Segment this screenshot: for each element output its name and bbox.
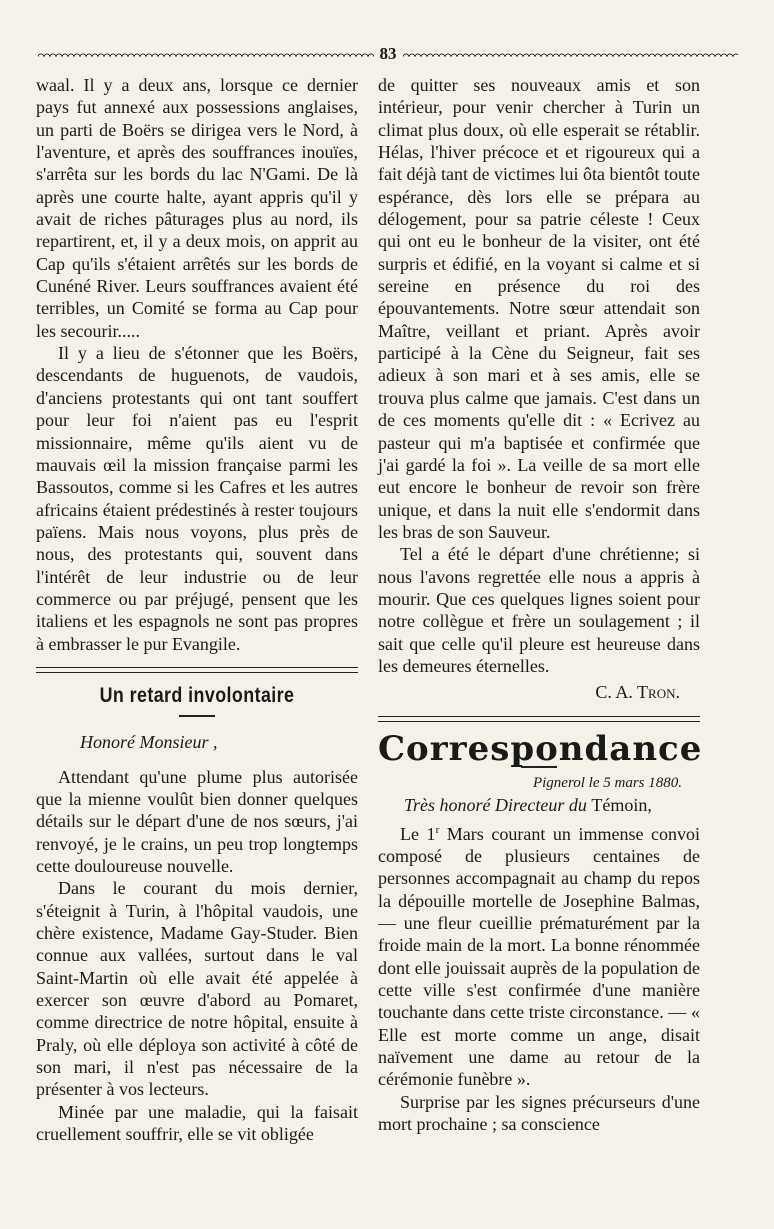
- signature: C. A. Tron.: [595, 682, 680, 703]
- section-divider: [378, 716, 700, 722]
- salutation: Honoré Monsieur ,: [80, 732, 218, 753]
- wavy-rule-right: [403, 49, 739, 57]
- page-number: 83: [379, 43, 397, 63]
- paragraph: Surprise par les signes précurseurs d'une mort prochaine ; sa conscience: [378, 1091, 700, 1135]
- page-header: [38, 42, 738, 64]
- paragraph: Dans le courant du mois dernier, s'éteignit à Turin, à l'hôpital vaudois, une chère existence, Madame Gay-Studer. Bien connue aux vallées, surtout dans le val Saint-Martin où elle avait été appelée à exercer son œuvre d'abord au Pomaret, comme directrice de notre hôpital, ensuite à Praly, où elle déploya son activité à côté de son mari, il n'est pas nécessaire de la présenter à vos lecteurs.: [36, 878, 358, 1100]
- dateline: Pignerol le 5 mars 1880.: [532, 774, 682, 791]
- left-column: [36, 74, 358, 1145]
- paragraph: [378, 819, 700, 1091]
- paragraph: Attendant qu'une plume plus autorisée que la mienne voulût bien donner quelques détails sur le départ d'une de nos sœurs, j'ai renvoyé, je le crains, un peu trop longtemps cette douloureuse nouvelle.: [36, 766, 358, 876]
- address-plain: Témoin,: [591, 795, 652, 816]
- right-column: [378, 74, 703, 1135]
- paragraph: Tel a été le départ d'une chrétienne; si nous l'avons regrettée elle nous a appris à mourir. Que ces quelques lignes soient pour notre collègue et frère un soulagement ; il sait que celle qu'il pleure est heureuse dans les demeures éternelles.: [378, 544, 700, 676]
- paragraph: de quitter ses nouveaux amis et son intérieur, pour venir chercher à Turin un climat plus doux, où elle esperait se rétablir. Hélas, l'hiver précoce et et rigoureux qui a fait déjà tant de victimes lui ôta bientôt toute espérance, dès lors elle se prépara au délogement, pour sa patrie céleste ! Ceux qui ont eu le bonheur de la visiter, ont été surpris et édifié, en la voyant si calme et si sereine en présence du roi des épouvantements. Notre sœur attendait son Maître, veillant et priant. Après avoir participé à la Cène du Seigneur, fait ses adieux à son mari et à ses amis, elle se trouva plus calme que jamais. C'est dans un de ces moments qu'elle dit : « Ecrivez au pasteur qui m'a baptisée et confirmée que j'ai gardé la foi ». La veille de sa mort elle eut encore le bonheur de revoir son frère unique, et dans la nuit elle s'endormit dans les bras de son Sauveur.: [378, 75, 700, 542]
- ordinal-sup: r: [435, 823, 440, 836]
- title-dash: [179, 715, 215, 717]
- paragraph: Minée par une maladie, qui la faisait cruellement souffrir, elle se vit obligée: [36, 1101, 358, 1145]
- letter-address: [404, 794, 700, 816]
- section-title: Correspondance: [378, 728, 703, 769]
- section-divider: [36, 667, 358, 673]
- letter-start: Le 1: [400, 823, 436, 844]
- address-italic: Très honoré Directeur du: [404, 795, 587, 816]
- letter-rest: Mars courant un immense convoi composé de plusieurs centaines de personnes accompagnait au champ du repos la dépouille mortelle de Josephine Balmas, — une fleur cueillie prématurément par la froide main de la mort. La bonne rénommée dont elle jouissait auprès de la population de cette ville s'est confirmée d'une manière touchante dans cette triste circonstance. — « Elle est morte comme un ange, disait naïvement une dame au retour de la cérémonie funèbre ».: [378, 823, 701, 1090]
- paragraph: Il y a lieu de s'étonner que les Boërs, descendants de huguenots, de vaudois, d'anciens protestants qui ont tant souffert pour leur foi n'aient pas eu l'esprit missionnaire, même qu'ils aient vu de mauvais œil la mission française parmi les Bassoutos, comme si les Cafres et les autres africains étaient prédestinés à rester toujours païens. Mais nous voyons, plus près de nous, des protestants qui, souvent dans l'intérêt de leur industrie ou de leur commerce ou par préjugé, pensent que les italiens et les espagnols ne sont pas propres à embrasser le pur Evangile.: [36, 343, 358, 654]
- paragraph: waal. Il y a deux ans, lorsque ce dernier pays fut annexé aux possessions anglaises, un parti de Boërs se dirigea vers le Nord, à l'aventure, et après des souffrances inouïes, s'arrêta sur les bords du lac N'Gami. De là après une courte halte, ayant appris qu'il y avait de riches pâturages plus au nord, ils repartirent, et, il y a deux mois, on apprit au Cap qu'ils s'étaient arrêtés sur les bords de Cunéné River. Leurs souffrances avaient été terribles, un Comité se forma au Cap pour les secourir.....: [36, 75, 358, 341]
- wavy-rule-left: [38, 49, 374, 57]
- section-title: Un retard involontaire: [99, 683, 295, 707]
